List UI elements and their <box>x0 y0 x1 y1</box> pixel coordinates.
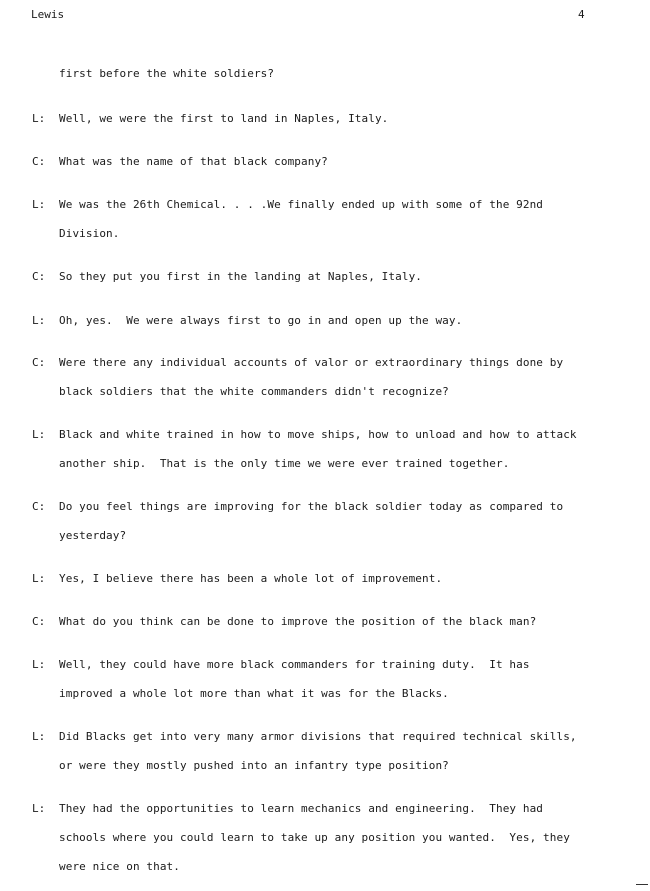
transcript-line: schools where you could learn to take up any position you wanted. Yes, they <box>59 831 570 844</box>
speaker-label: L: <box>32 428 46 441</box>
transcript-line: Division. <box>59 227 120 240</box>
transcript-line: yesterday? <box>59 529 127 542</box>
speaker-label: C: <box>32 356 46 369</box>
transcript-line: improved a whole lot more than what it was for the Blacks. <box>59 687 449 700</box>
running-header-name: Lewis <box>31 8 65 21</box>
speaker-label: L: <box>32 112 46 125</box>
transcript-line: Yes, I believe there has been a whole lot of improvement. <box>59 572 443 585</box>
speaker-label: L: <box>32 658 46 671</box>
transcript-line: Did Blacks get into very many armor divisions that required technical skills, <box>59 730 577 743</box>
transcript-line: Do you feel things are improving for the black soldier today as compared to <box>59 500 564 513</box>
transcript-line: were nice on that. <box>59 860 181 873</box>
speaker-label: C: <box>32 500 46 513</box>
transcript-line: Oh, yes. We were always first to go in and open up the way. <box>59 314 463 327</box>
transcript-line: or were they mostly pushed into an infantry type position? <box>59 759 449 772</box>
transcript-line: Well, we were the first to land in Naples, Italy. <box>59 112 389 125</box>
transcript-line: Were there any individual accounts of valor or extraordinary things done by <box>59 356 564 369</box>
transcript-line: first before the white soldiers? <box>59 67 275 80</box>
transcript-line: black soldiers that the white commanders didn't recognize? <box>59 385 449 398</box>
transcript-line: What was the name of that black company? <box>59 155 328 168</box>
transcript-line: What do you think can be done to improve the position of the black man? <box>59 615 537 628</box>
speaker-label: L: <box>32 802 46 815</box>
transcript-line: another ship. That is the only time we were ever trained together. <box>59 457 510 470</box>
speaker-label: L: <box>32 572 46 585</box>
speaker-label: C: <box>32 615 46 628</box>
speaker-label: L: <box>32 314 46 327</box>
speaker-label: C: <box>32 155 46 168</box>
transcript-line: Black and white trained in how to move ships, how to unload and how to attack <box>59 428 577 441</box>
transcript-line: Well, they could have more black commanders for training duty. It has <box>59 658 530 671</box>
speaker-label: L: <box>32 198 46 211</box>
transcript-line: We was the 26th Chemical. . . .We finally ended up with some of the 92nd <box>59 198 544 211</box>
page-number: 4 <box>578 8 585 21</box>
transcript-line: So they put you first in the landing at Naples, Italy. <box>59 270 423 283</box>
scan-artifact-mark <box>636 884 648 885</box>
speaker-label: L: <box>32 730 46 743</box>
speaker-label: C: <box>32 270 46 283</box>
transcript-line: They had the opportunities to learn mechanics and engineering. They had <box>59 802 544 815</box>
